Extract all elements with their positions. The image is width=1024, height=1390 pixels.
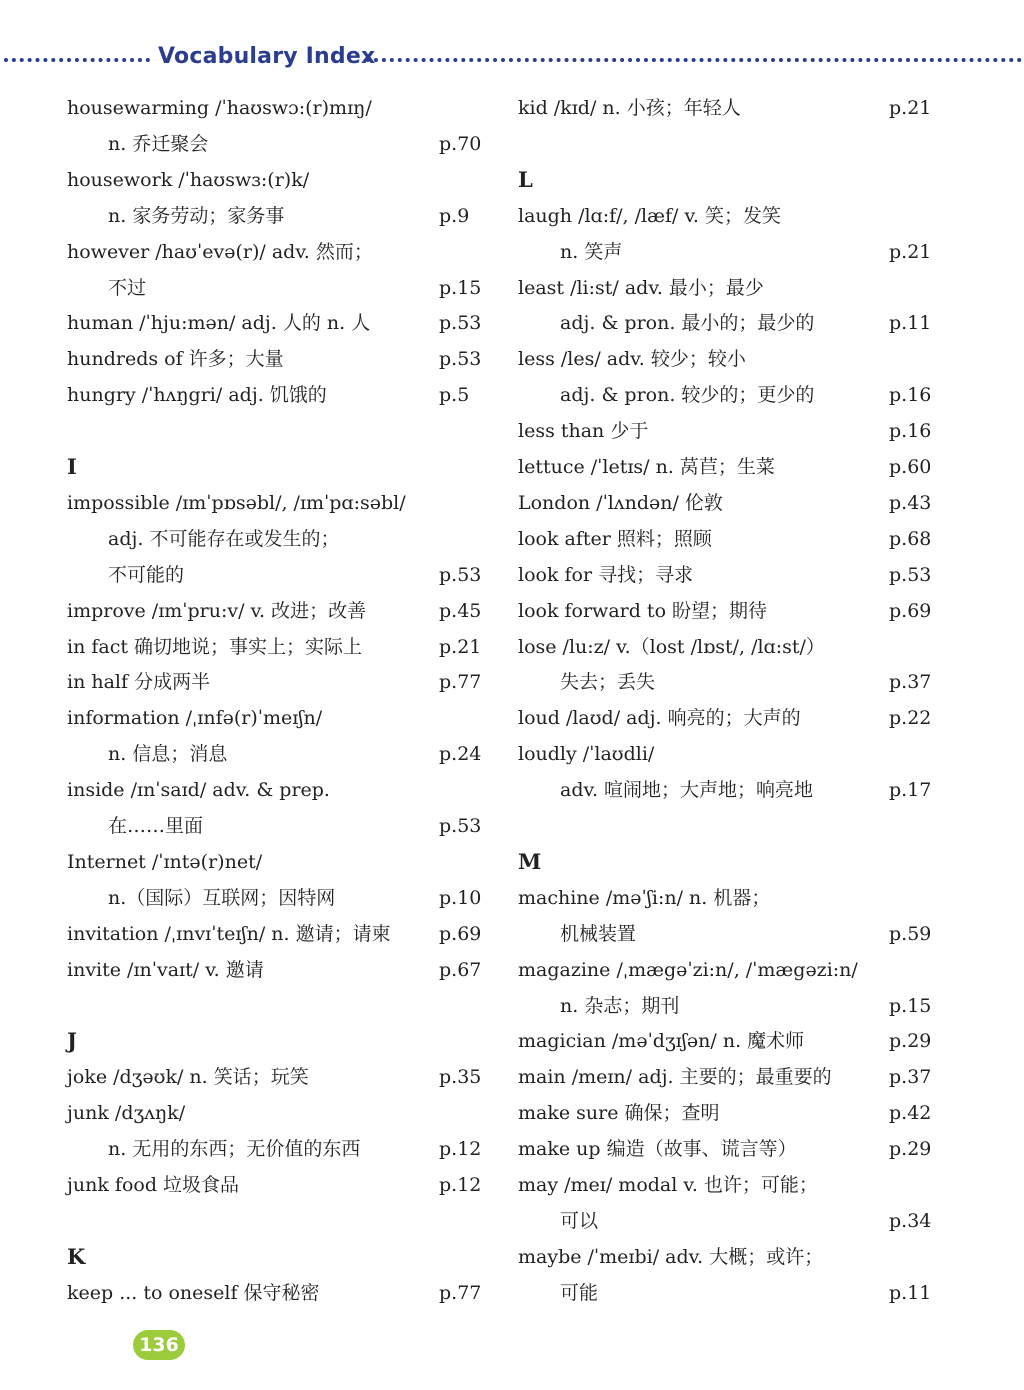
page-reference: p.53 [439,312,482,335]
right-entry-row [518,1133,949,1165]
right-entry-row [518,1241,949,1273]
right-entry-row [518,128,949,160]
right-entry-row [560,236,949,268]
page-reference: p.43 [889,491,932,514]
section-title: Vocabulary Index [158,44,376,69]
entry-text: in fact 确切地说；事实上；实际上 [67,635,363,658]
entry-text: 可能 [560,1281,599,1304]
entry-text: loud /laʊd/ adj. 响亮的；大声的 [518,707,801,730]
right-entry-row [560,666,949,698]
entry-text: less /les/ adv. 较少；较小 [518,348,746,371]
page-reference: p.16 [889,420,932,443]
entry-text: may /meɪ/ modal v. 也许；可能； [518,1174,818,1196]
left-entry-row [67,307,499,339]
entry-text: 可以 [560,1209,599,1232]
page-reference: p.53 [889,563,932,586]
page-reference: p.77 [439,671,482,694]
entry-text: 不可能的 [108,563,185,586]
header-dotted-rule-right [366,58,1022,62]
entry-text: adj. & pron. 最小的；最少的 [560,312,815,335]
page-reference: p.69 [889,599,932,622]
left-entry-row [67,702,499,734]
entry-text: n. 家务劳动；家务事 [108,204,285,227]
left-entry-row [67,92,499,124]
right-entry-row [518,559,949,591]
left-entry-row [108,128,499,160]
page-reference: p.77 [439,1281,482,1304]
left-entry-row [67,1097,499,1129]
alphabet-heading: M [518,848,542,874]
entry-text: London /ˈlʌndən/ 伦敦 [518,491,723,514]
right-entry-row [518,882,949,914]
right-entry-row [560,1277,949,1309]
alphabet-heading: K [67,1243,86,1269]
right-entry-row [518,164,949,196]
entry-text: look after 照料；照顾 [518,527,712,550]
entry-text: joke /dʒəʊk/ n. 笑话；玩笑 [67,1066,309,1089]
right-entry-row [518,1025,949,1057]
left-entry-row [67,451,499,483]
entry-text: housework /ˈhaʊswɜ:(r)k/ [67,168,310,191]
left-entry-row [67,1241,499,1273]
left-entry-row [67,774,499,806]
entry-text: n. 乔迁聚会 [108,132,209,155]
left-entry-row [67,990,499,1022]
entry-text: least /li:st/ adv. 最小；最少 [518,276,764,299]
entry-text: junk food 垃圾食品 [67,1174,240,1196]
page-reference: p.15 [439,276,482,299]
right-entry-row [560,990,949,1022]
entry-text: n. 杂志；期刊 [560,994,680,1017]
entry-text: 不过 [108,276,147,299]
entry-text: lose /lu:z/ v.（lost /lɒst/, /lɑ:st/） [518,635,825,658]
page-reference: p.12 [439,1138,482,1161]
page-reference: p.45 [439,599,482,622]
entry-text: n. 信息；消息 [108,743,228,766]
left-entry-row [67,954,499,986]
right-entry-row [518,487,949,519]
entry-text: kid /kɪd/ n. 小孩；年轻人 [518,97,741,119]
left-entry-row [67,487,499,519]
left-entry-row [67,164,499,196]
entry-text: less than 少于 [518,420,649,443]
page-header [0,44,1024,74]
right-entry-row [518,415,949,447]
right-entry-row [518,846,949,878]
page-reference: p.17 [889,779,932,802]
left-entry-row [108,559,499,591]
right-entry-row [518,1061,949,1093]
left-entry-row [67,666,499,698]
left-entry-row [67,595,499,627]
entry-text: hundreds of 许多；大量 [67,348,284,371]
alphabet-heading: J [67,1028,77,1054]
entry-text: 在……里面 [108,815,204,837]
left-entry-row [67,415,499,447]
entry-text: make sure 确保；查明 [518,1102,720,1125]
left-entry-row [108,1133,499,1165]
entry-text: n.（国际）互联网；因特网 [108,886,336,909]
left-entry-row [108,272,499,304]
page-reference: p.59 [889,922,932,945]
entry-text: adj. 不可能存在或发生的； [108,527,340,550]
right-entry-row [518,343,949,375]
right-entry-row [560,774,949,806]
right-entry-row [518,702,949,734]
entry-text: Internet /ˈɪntə(r)net/ [67,850,263,873]
entry-text: look forward to 盼望；期待 [518,599,768,622]
entry-text: housewarming /ˈhaʊswɔ:(r)mɪŋ/ [67,97,372,119]
left-entry-row [108,523,499,555]
alphabet-heading: I [67,454,77,479]
left-entry-row [67,236,499,268]
page-reference: p.11 [889,1281,932,1304]
page-reference: p.12 [439,1174,482,1196]
page-reference: p.9 [439,204,470,227]
page-reference: p.70 [439,132,482,155]
page-reference: p.53 [439,815,482,837]
alphabet-heading: L [518,166,533,192]
right-entry-row [518,92,949,124]
page-reference: p.37 [889,671,932,694]
left-entry-row [67,1061,499,1093]
right-entry-row [518,451,949,483]
page-reference: p.16 [889,384,932,407]
right-entry-row [518,810,949,842]
header-dotted-rule-left [4,58,150,62]
page-reference: p.42 [889,1102,932,1125]
right-entry-row [560,379,949,411]
left-entry-row [67,1169,499,1201]
page-reference: p.67 [439,958,482,981]
page-reference: p.11 [889,312,932,335]
entry-text: inside /ɪnˈsaɪd/ adv. & prep. [67,779,330,802]
entry-text: loudly /ˈlaʊdli/ [518,743,655,766]
left-entry-row [108,810,499,842]
entry-text: machine /məˈʃi:n/ n. 机器； [518,886,771,909]
entry-text: adj. & pron. 较少的；更少的 [560,384,815,407]
right-entry-row [518,523,949,555]
page-reference: p.34 [889,1209,932,1232]
entry-text: magician /məˈdʒɪʃən/ n. 魔术师 [518,1030,805,1053]
entry-text: invite /ɪnˈvaɪt/ v. 邀请 [67,958,264,981]
right-entry-row [518,200,949,232]
page-reference: p.21 [889,240,932,263]
page-reference: p.69 [439,922,482,945]
left-entry-row [67,343,499,375]
page-reference: p.10 [439,886,482,909]
page-reference: p.29 [889,1030,932,1053]
right-entry-row [518,954,949,986]
page-reference: p.68 [889,527,932,550]
entry-text: human /ˈhju:mən/ adj. 人的 n. 人 [67,312,371,335]
entry-text: laugh /lɑ:f/, /læf/ v. 笑；发笑 [518,204,782,227]
entry-text: 失去；丢失 [560,671,656,694]
left-entry-row [67,631,499,663]
entry-text: adv. 喧闹地；大声地；响亮地 [560,779,814,802]
left-entry-row [67,1277,499,1309]
page-reference: p.53 [439,348,482,371]
entry-text: keep ... to oneself 保守秘密 [67,1281,320,1304]
entry-text: 机械装置 [560,922,637,945]
entry-text: improve /ɪmˈpru:v/ v. 改进；改善 [67,599,367,622]
page-reference: p.21 [439,635,482,658]
page-reference: p.37 [889,1066,932,1089]
right-entry-row [518,1169,949,1201]
left-entry-row [67,846,499,878]
left-entry-row [108,200,499,232]
entry-text: n. 笑声 [560,240,623,263]
entry-text: lettuce /ˈletɪs/ n. 莴苣；生菜 [518,456,775,478]
entry-text: main /meɪn/ adj. 主要的；最重要的 [518,1066,832,1089]
left-entry-row [108,882,499,914]
entry-text: invitation /ˌɪnvɪˈteɪʃn/ n. 邀请；请柬 [67,922,391,945]
right-entry-row [518,595,949,627]
entry-text: in half 分成两半 [67,671,211,694]
page-reference: p.29 [889,1138,932,1161]
right-entry-row [518,272,949,304]
left-entry-row [67,379,499,411]
entry-text: hungry /ˈhʌŋgri/ adj. 饥饿的 [67,384,327,407]
entry-text: n. 无用的东西；无价值的东西 [108,1138,361,1161]
page-reference: p.35 [439,1066,482,1089]
page-reference: p.60 [889,456,932,478]
left-entry-row [108,738,499,770]
right-entry-row [560,307,949,339]
right-entry-row [518,738,949,770]
entry-text: make up 编造（故事、谎言等） [518,1138,797,1161]
left-entry-row [67,1205,499,1237]
entry-text: impossible /ɪmˈpɒsəbl/, /ɪmˈpɑ:səbl/ [67,491,406,514]
page-number-badge: 136 [133,1330,185,1360]
left-entry-row [67,918,499,950]
entry-text: maybe /ˈmeɪbi/ adv. 大概；或许； [518,1245,824,1268]
page-reference: p.22 [889,707,932,730]
left-entry-row [67,1025,499,1057]
entry-text: junk /dʒʌŋk/ [67,1102,186,1125]
right-entry-row [518,631,949,663]
page-reference: p.53 [439,563,482,586]
entry-text: information /ˌɪnfə(r)ˈmeɪʃn/ [67,707,323,730]
page-reference: p.5 [439,384,470,407]
entry-text: look for 寻找；寻求 [518,563,694,586]
page-reference: p.21 [889,97,932,119]
page-reference: p.24 [439,743,482,766]
right-entry-row [560,1205,949,1237]
right-entry-row [560,918,949,950]
entry-text: magazine /ˌmægəˈzi:n/, /ˈmægəzi:n/ [518,958,858,981]
entry-text: however /haʊˈevə(r)/ adv. 然而； [67,240,373,263]
page-reference: p.15 [889,994,932,1017]
right-entry-row [518,1097,949,1129]
